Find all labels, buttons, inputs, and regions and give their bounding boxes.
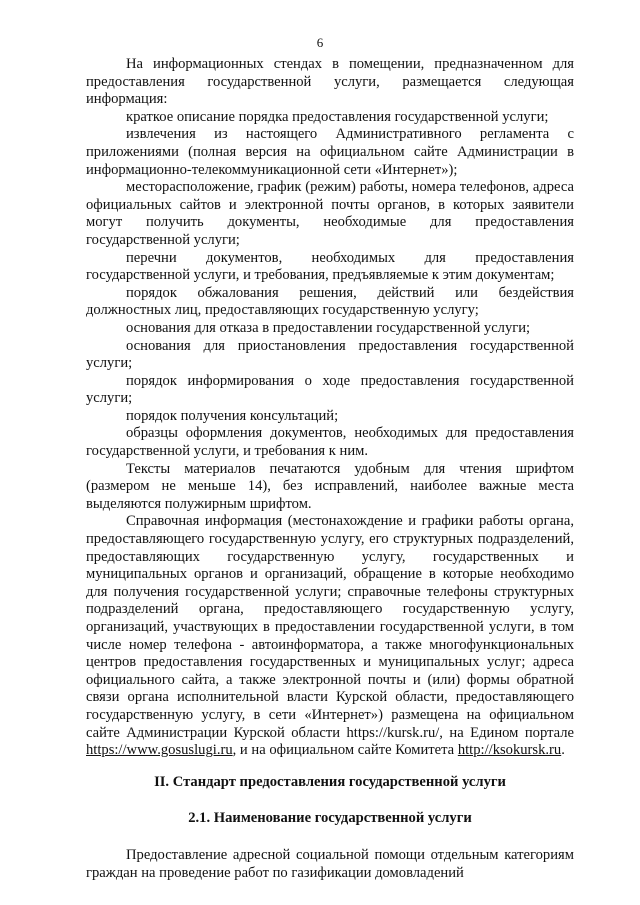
reference-text-mid: , и на официальном сайте Комитета (232, 742, 455, 759)
reference-text: Справочная информация (местонахождение и графики работы органа, предоставляющего государственную услугу, его структурных подразделений, предоставляющих государственную услугу, государственных и муниципальных органов и организаций, обращение в которые необходимо для получения государственной услуги; справочные телефоны структурных подразделений органа, предоставляющего государственную услугу, организаций, участвующих в предоставлении государственной услуги, в том числе номер телефона - автоинформатора, а также многофункциональных центров предоставления государственных и муниципальных услуг; адреса официального сайта, а также электронной почты и (или) формы обратной связи органа исполнительной власти Курской области, предоставляющего государственную услугу, в сети «Интернет») размещена на официальном сайте Администрации Курской области https://kursk.ru/, на Едином портале (86, 513, 574, 741)
list-item: краткое описание порядка предоставления государственной услуги; (126, 108, 549, 125)
list-item: основания для отказа в предоставлении государственной услуги; (126, 319, 531, 336)
list-item: порядок обжалования решения, действий или бездействия должностных лиц, предоставляющих государственную услугу; (86, 284, 574, 319)
committee-link[interactable]: http://ksokursk.ru (457, 742, 562, 759)
gosuslugi-link[interactable]: https://www.gosuslugi.ru (86, 742, 233, 759)
list-item: основания для приостановления предоставления государственной услуги; (86, 337, 574, 372)
reference-paragraph (86, 513, 574, 759)
subsection-heading: 2.1. Наименование государственной услуги (188, 810, 472, 827)
reference-text-end: . (561, 742, 565, 759)
list-item: извлечения из настоящего Административного регламента с приложениями (полная версия на официальном сайте Администрации в информационно-телекоммуникационной сети «Интернет»); (86, 126, 574, 178)
list-item: порядок получения консультаций; (126, 407, 339, 424)
list-item: месторасположение, график (режим) работы, номера телефонов, адреса официальных сайтов и электронной почты органов, в которых заявители могут получить документы, необходимые для предоставления государственной услуги; (86, 179, 574, 248)
page-number: 6 (316, 35, 324, 50)
section-heading: II. Стандарт предоставления государственной услуги (154, 773, 506, 790)
paragraph: Предоставление адресной социальной помощи отдельным категориям граждан на проведение работ по газификации домовладений (86, 846, 574, 881)
paragraph: Тексты материалов печатаются удобным для чтения шрифтом (размером не меньше 14), без исправлений, наиболее важные места выделяются полужирным шрифтом. (86, 460, 574, 512)
list-item: перечни документов, необходимых для предоставления государственной услуги, и требования, предъявляемые к этим документам; (86, 249, 574, 284)
paragraph: На информационных стендах в помещении, предназначенном для предоставления государственной услуги, размещается следующая информация: (86, 56, 574, 108)
list-item: образцы оформления документов, необходимых для предоставления государственной услуги, и требования к ним. (86, 425, 574, 460)
document-body (86, 56, 574, 882)
list-item: порядок информирования о ходе предоставления государственной услуги; (86, 372, 574, 407)
